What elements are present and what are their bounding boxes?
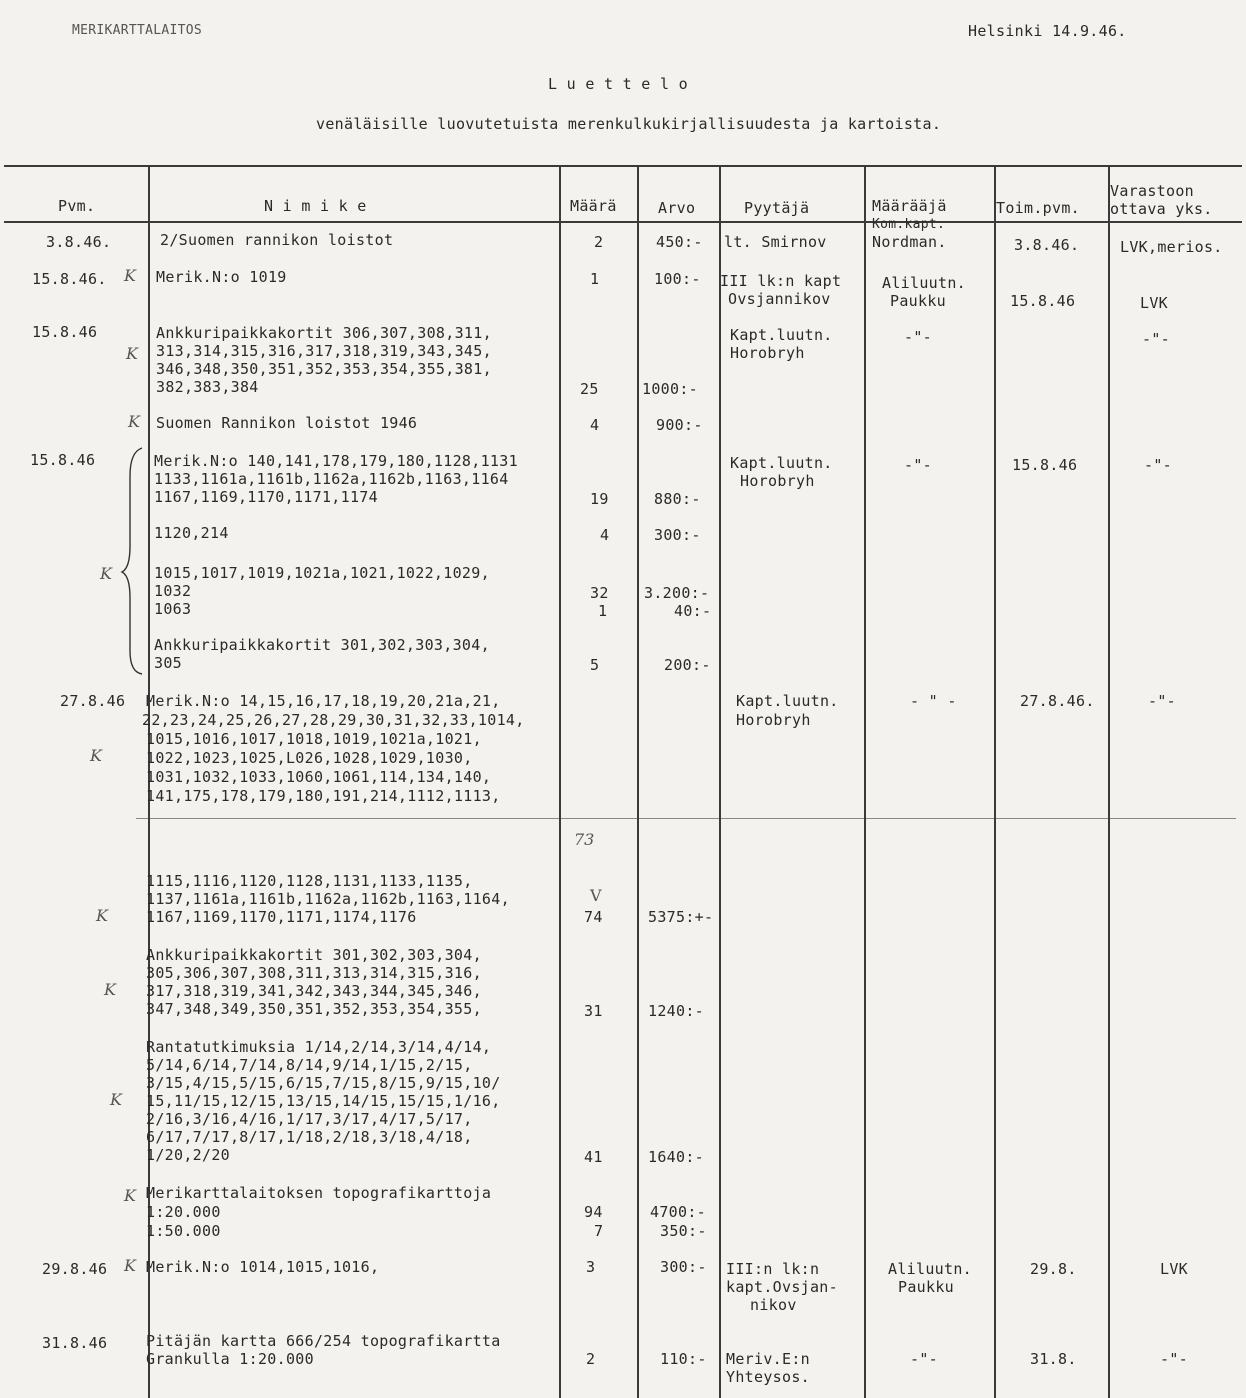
row3-maaraaja: -"-	[904, 328, 932, 346]
row9-nimike-6: 141,175,178,179,180,191,214,1112,1113,	[146, 787, 501, 805]
row3-pyytaja-1: Kapt.luutn.	[730, 326, 833, 344]
row10-mark: K	[96, 906, 108, 925]
row6-arvo: 300:-	[654, 526, 701, 544]
row5-nimike-3: 1167,1169,1170,1171,1174	[154, 488, 378, 506]
row12-nimike-1: Rantatutkimuksia 1/14,2/14,3/14,4/14,	[146, 1038, 492, 1056]
row1-nimike: 2/Suomen rannikon loistot	[160, 231, 394, 249]
row9-varasto: -"-	[1148, 692, 1176, 710]
place-date: Helsinki 14.9.46.	[968, 22, 1127, 40]
row15-varasto: -"-	[1160, 1350, 1188, 1368]
row13-mark: K	[124, 1186, 136, 1205]
row3-maara: 25	[580, 380, 599, 398]
row10-nimike-3: 1167,1169,1170,1171,1174,1176	[146, 908, 417, 926]
col-header-maara: Määrä	[570, 197, 617, 215]
row1-pyytaja: lt. Smirnov	[724, 233, 827, 251]
row12-nimike-7: 1/20,2/20	[146, 1146, 230, 1164]
row2-varasto: LVK	[1140, 294, 1168, 312]
row1-pvm: 3.8.46.	[46, 233, 112, 251]
row11-nimike-3: 317,318,319,341,342,343,344,345,346,	[146, 982, 482, 1000]
row10-maara-note: 73	[574, 830, 595, 849]
row14-maara: 3	[586, 1258, 596, 1276]
row3-arvo: 1000:-	[642, 380, 698, 398]
row2-toim: 15.8.46	[1010, 292, 1076, 310]
col-header-varasto: Varastoon	[1110, 182, 1194, 200]
row11-nimike-1: Ankkuripaikkakortit 301,302,303,304,	[146, 946, 482, 964]
row2-pvm: 15.8.46.	[32, 270, 107, 288]
row12-nimike-2: 5/14,6/14,7/14,8/14,9/14,1/15,2/15,	[146, 1056, 473, 1074]
row13-arvo-1: 4700:-	[650, 1203, 706, 1221]
header-bottom-rule	[4, 221, 1242, 223]
row7-mark: K	[100, 564, 112, 583]
row9-pyytaja-2: Horobryh	[736, 711, 811, 729]
row15-arvo: 110:-	[660, 1350, 707, 1368]
row11-maara: 31	[584, 1002, 603, 1020]
row15-maaraaja: -"-	[910, 1350, 938, 1368]
row5-nimike-2: 1133,1161a,1161b,1162a,1162b,1163,1164	[154, 470, 509, 488]
row5-pyytaja-1: Kapt.luutn.	[730, 454, 833, 472]
col-header-nimike: N i m i k e	[264, 197, 367, 215]
document-title: L u e t t e l o	[548, 75, 688, 93]
col-divider-3	[637, 165, 639, 1398]
row14-maaraaja-2: Paukku	[898, 1278, 954, 1296]
row3-varasto: -"-	[1142, 330, 1170, 348]
row5-nimike-1: Merik.N:o 140,141,178,179,180,1128,1131	[154, 452, 518, 470]
document-subtitle: venäläisille luovutetuista merenkulkukirjallisuudesta ja kartoista.	[316, 115, 942, 133]
row12-nimike-5: 2/16,3/16,4/16,1/17,3/17,4/17,5/17,	[146, 1110, 473, 1128]
row13-nimike-1: Merikarttalaitoksen topografikarttoja	[146, 1184, 492, 1202]
row9-nimike-2: 22,23,24,25,26,27,28,29,30,31,32,33,1014,	[142, 711, 525, 729]
row12-mark: K	[110, 1090, 122, 1109]
row2-arvo: 100:-	[654, 270, 701, 288]
row3-nimike-2: 313,314,315,316,317,318,319,343,345,	[156, 342, 492, 360]
institution-stamp: MERIKARTTALAITOS	[72, 23, 203, 38]
row5-maaraaja: -"-	[904, 456, 932, 474]
row13-maara-1: 94	[584, 1203, 603, 1221]
row7-nimike-2: 1032	[154, 582, 192, 600]
row14-pyytaja-1: III:n lk:n	[726, 1260, 820, 1278]
col-header-pyytaja: Pyytäjä	[744, 199, 810, 217]
row7-arvo-1: 3.200:-	[644, 584, 710, 602]
row10-maara-tick: V	[590, 886, 602, 905]
row5-arvo: 880:-	[654, 490, 701, 508]
page-split-rule	[136, 818, 1236, 819]
row15-nimike-2: Grankulla 1:20.000	[146, 1350, 314, 1368]
row15-toim: 31.8.	[1030, 1350, 1077, 1368]
row7-nimike-3: 1063	[154, 600, 192, 618]
row9-maaraaja: - " -	[910, 692, 957, 710]
row11-nimike-4: 347,348,349,350,351,352,353,354,355,	[146, 1000, 482, 1018]
row14-mark: K	[124, 1256, 136, 1275]
row1-toim: 3.8.46.	[1014, 236, 1080, 254]
col-divider-4	[719, 165, 721, 1398]
row14-arvo: 300:-	[660, 1258, 707, 1276]
row14-maaraaja-1: Aliluutn.	[888, 1260, 972, 1278]
row13-nimike-2: 1:20.000	[146, 1203, 221, 1221]
col-divider-7	[1108, 165, 1110, 1398]
row2-maaraaja-2: Paukku	[890, 292, 946, 310]
row6-maara: 4	[600, 526, 610, 544]
col-header-toim: Toim.pvm.	[996, 199, 1080, 217]
col-divider-6	[994, 165, 996, 1398]
col-header-maaraaja: Määrääjä	[872, 197, 947, 215]
row10-maara: 74	[584, 908, 603, 926]
row9-nimike-5: 1031,1032,1033,1060,1061,114,134,140,	[146, 768, 492, 786]
row3-nimike-1: Ankkuripaikkakortit 306,307,308,311,	[156, 324, 492, 342]
row1-maara: 2	[594, 233, 604, 251]
row3-nimike-3: 346,348,350,351,352,353,354,355,381,	[156, 360, 492, 378]
row14-pyytaja-2: kapt.Ovsjan-	[726, 1278, 838, 1296]
row6-nimike: 1120,214	[154, 524, 229, 542]
row3-pyytaja-2: Horobryh	[730, 344, 805, 362]
col-header-pvm: Pvm.	[58, 197, 96, 215]
row10-arvo: 5375:+-	[648, 908, 714, 926]
col-header-arvo: Arvo	[658, 199, 696, 217]
row4-arvo: 900:-	[656, 416, 703, 434]
row5-varasto: -"-	[1144, 456, 1172, 474]
row9-toim: 27.8.46.	[1020, 692, 1095, 710]
row4-mark: K	[128, 412, 140, 431]
row7-nimike-1: 1015,1017,1019,1021a,1021,1022,1029,	[154, 564, 490, 582]
row15-nimike-1: Pitäjän kartta 666/254 topografikartta	[146, 1332, 501, 1350]
col-divider-2	[559, 165, 561, 1398]
row12-nimike-6: 6/17,7/17,8/17,1/18,2/18,3/18,4/18,	[146, 1128, 473, 1146]
row14-toim: 29.8.	[1030, 1260, 1077, 1278]
row14-varasto: LVK	[1160, 1260, 1188, 1278]
row2-pyytaja-1: III lk:n kapt	[720, 272, 842, 290]
row15-maara: 2	[586, 1350, 596, 1368]
row5-pvm: 15.8.46	[30, 451, 96, 469]
row7-maara-2: 1	[598, 602, 608, 620]
row5-maara: 19	[590, 490, 609, 508]
row15-pyytaja-2: Yhteysos.	[726, 1368, 810, 1386]
row9-nimike-3: 1015,1016,1017,1018,1019,1021a,1021,	[146, 730, 482, 748]
row14-nimike: Merik.N:o 1014,1015,1016,	[146, 1258, 380, 1276]
row12-maara: 41	[584, 1148, 603, 1166]
row1-arvo: 450:-	[656, 233, 703, 251]
row9-nimike-1: Merik.N:o 14,15,16,17,18,19,20,21a,21,	[146, 692, 501, 710]
row2-maara: 1	[590, 270, 600, 288]
row4-maara: 4	[590, 416, 600, 434]
row9-pvm: 27.8.46	[60, 692, 126, 710]
row1-varasto: LVK,merios.	[1120, 238, 1223, 256]
row9-pyytaja-1: Kapt.luutn.	[736, 692, 839, 710]
row11-nimike-2: 305,306,307,308,311,313,314,315,316,	[146, 964, 482, 982]
row2-pyytaja-2: Ovsjannikov	[728, 290, 831, 308]
row10-nimike-2: 1137,1161a,1161b,1162a,1162b,1163,1164,	[146, 890, 510, 908]
row12-arvo: 1640:-	[648, 1148, 704, 1166]
row3-nimike-4: 382,383,384	[156, 378, 259, 396]
row9-nimike-4: 1022,1023,1025,L026,1028,1029,1030,	[146, 749, 473, 767]
row8-maara: 5	[590, 656, 600, 674]
row13-arvo-2: 350:-	[660, 1222, 707, 1240]
row15-pvm: 31.8.46	[42, 1334, 108, 1352]
grouping-brace	[118, 446, 148, 676]
row2-mark: K	[124, 266, 136, 285]
row1-maaraaja-1: Kom.kapt.	[872, 217, 946, 232]
row14-pvm: 29.8.46	[42, 1260, 108, 1278]
row7-maara-1: 32	[590, 584, 609, 602]
row14-pyytaja-3: nikov	[750, 1296, 797, 1314]
row15-pyytaja-1: Meriv.E:n	[726, 1350, 810, 1368]
row12-nimike-4: 15,11/15,12/15,13/15,14/15,15/15,1/16,	[146, 1092, 501, 1110]
row3-mark: K	[126, 344, 138, 363]
col-header-varasto-2: ottava yks.	[1110, 200, 1213, 218]
row2-maaraaja-1: Aliluutn.	[882, 274, 966, 292]
row1-maaraaja-2: Nordman.	[872, 233, 947, 251]
row11-mark: K	[104, 980, 116, 999]
row3-pvm: 15.8.46	[32, 323, 98, 341]
row12-nimike-3: 3/15,4/15,5/15,6/15,7/15,8/15,9/15,10/	[146, 1074, 501, 1092]
row9-mark: K	[90, 746, 102, 765]
row2-nimike: Merik.N:o 1019	[156, 268, 287, 286]
row5-toim: 15.8.46	[1012, 456, 1078, 474]
row8-nimike-2: 305	[154, 654, 182, 672]
row4-nimike: Suomen Rannikon loistot 1946	[156, 414, 418, 432]
row5-pyytaja-2: Horobryh	[740, 472, 815, 490]
table-top-rule	[4, 165, 1242, 167]
row10-nimike-1: 1115,1116,1120,1128,1131,1133,1135,	[146, 872, 473, 890]
row7-arvo-2: 40:-	[674, 602, 712, 620]
row13-maara-2: 7	[594, 1222, 604, 1240]
row8-nimike-1: Ankkuripaikkakortit 301,302,303,304,	[154, 636, 490, 654]
row11-arvo: 1240:-	[648, 1002, 704, 1020]
row13-nimike-3: 1:50.000	[146, 1222, 221, 1240]
row8-arvo: 200:-	[664, 656, 711, 674]
col-divider-5	[864, 165, 866, 1398]
